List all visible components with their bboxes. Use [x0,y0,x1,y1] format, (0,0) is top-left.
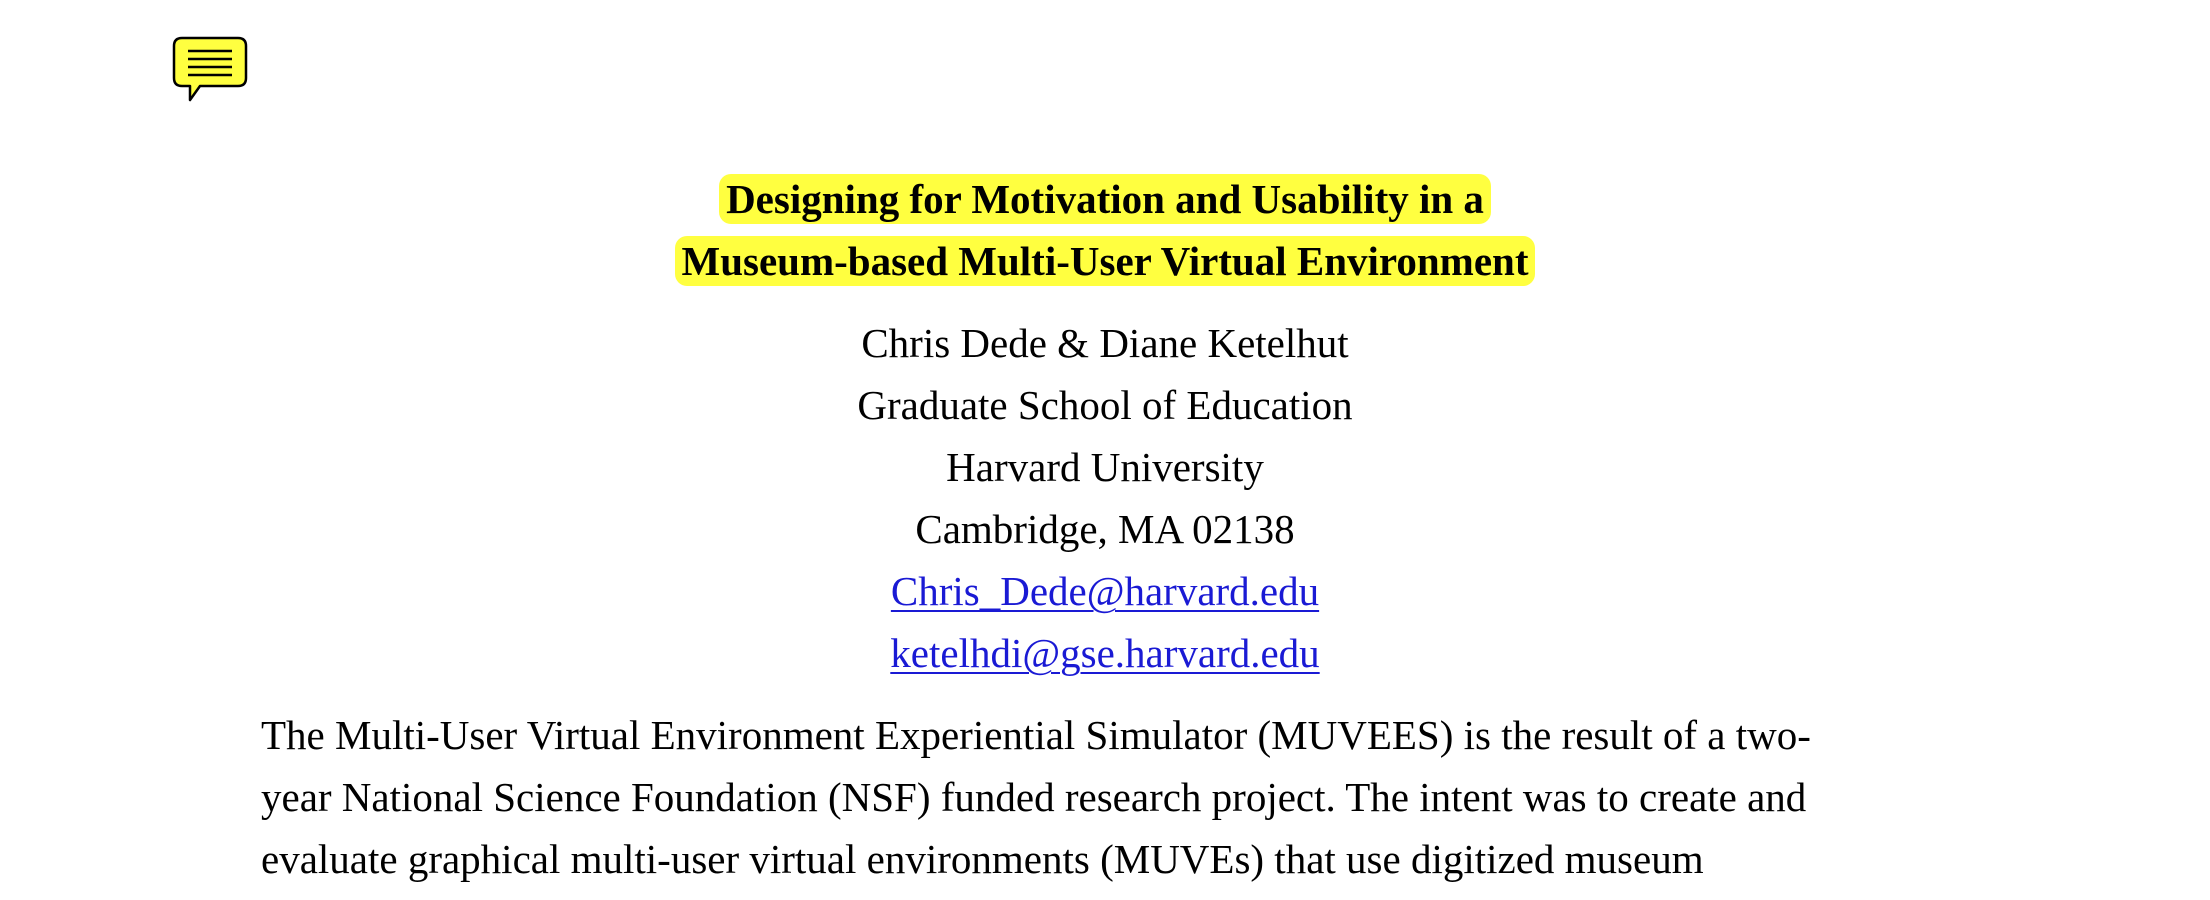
author-university: Harvard University [946,444,1264,490]
title-highlight: Designing for Motivation and Usability in a [719,174,1491,224]
email-row [0,560,2210,622]
author-names: Chris Dede & Diane Ketelhut [861,320,1349,366]
paragraph-line: evaluate graphical multi-user virtual environments (MUVEs) that use digitized museum [261,836,1704,882]
paper-title [0,168,2210,292]
email-link-ketelhut[interactable]: ketelhdi@gse.harvard.edu [890,630,1320,676]
title-highlight: Museum-based Multi-User Virtual Environment [675,236,1536,286]
email-row [0,622,2210,684]
paragraph-line: year National Science Foundation (NSF) funded research project. The intent was to create and [261,774,1807,820]
title-line [0,168,2210,230]
author-department: Graduate School of Education [857,382,1353,428]
author-location: Cambridge, MA 02138 [915,506,1295,552]
abstract-paragraph [261,704,1961,890]
comment-note-icon[interactable] [172,36,248,106]
paragraph-line: The Multi-User Virtual Environment Experiential Simulator (MUVEES) is the result of a two- [261,712,1811,758]
author-info [0,312,2210,684]
email-link-dede[interactable]: Chris_Dede@harvard.edu [890,568,1320,614]
title-line [0,230,2210,292]
